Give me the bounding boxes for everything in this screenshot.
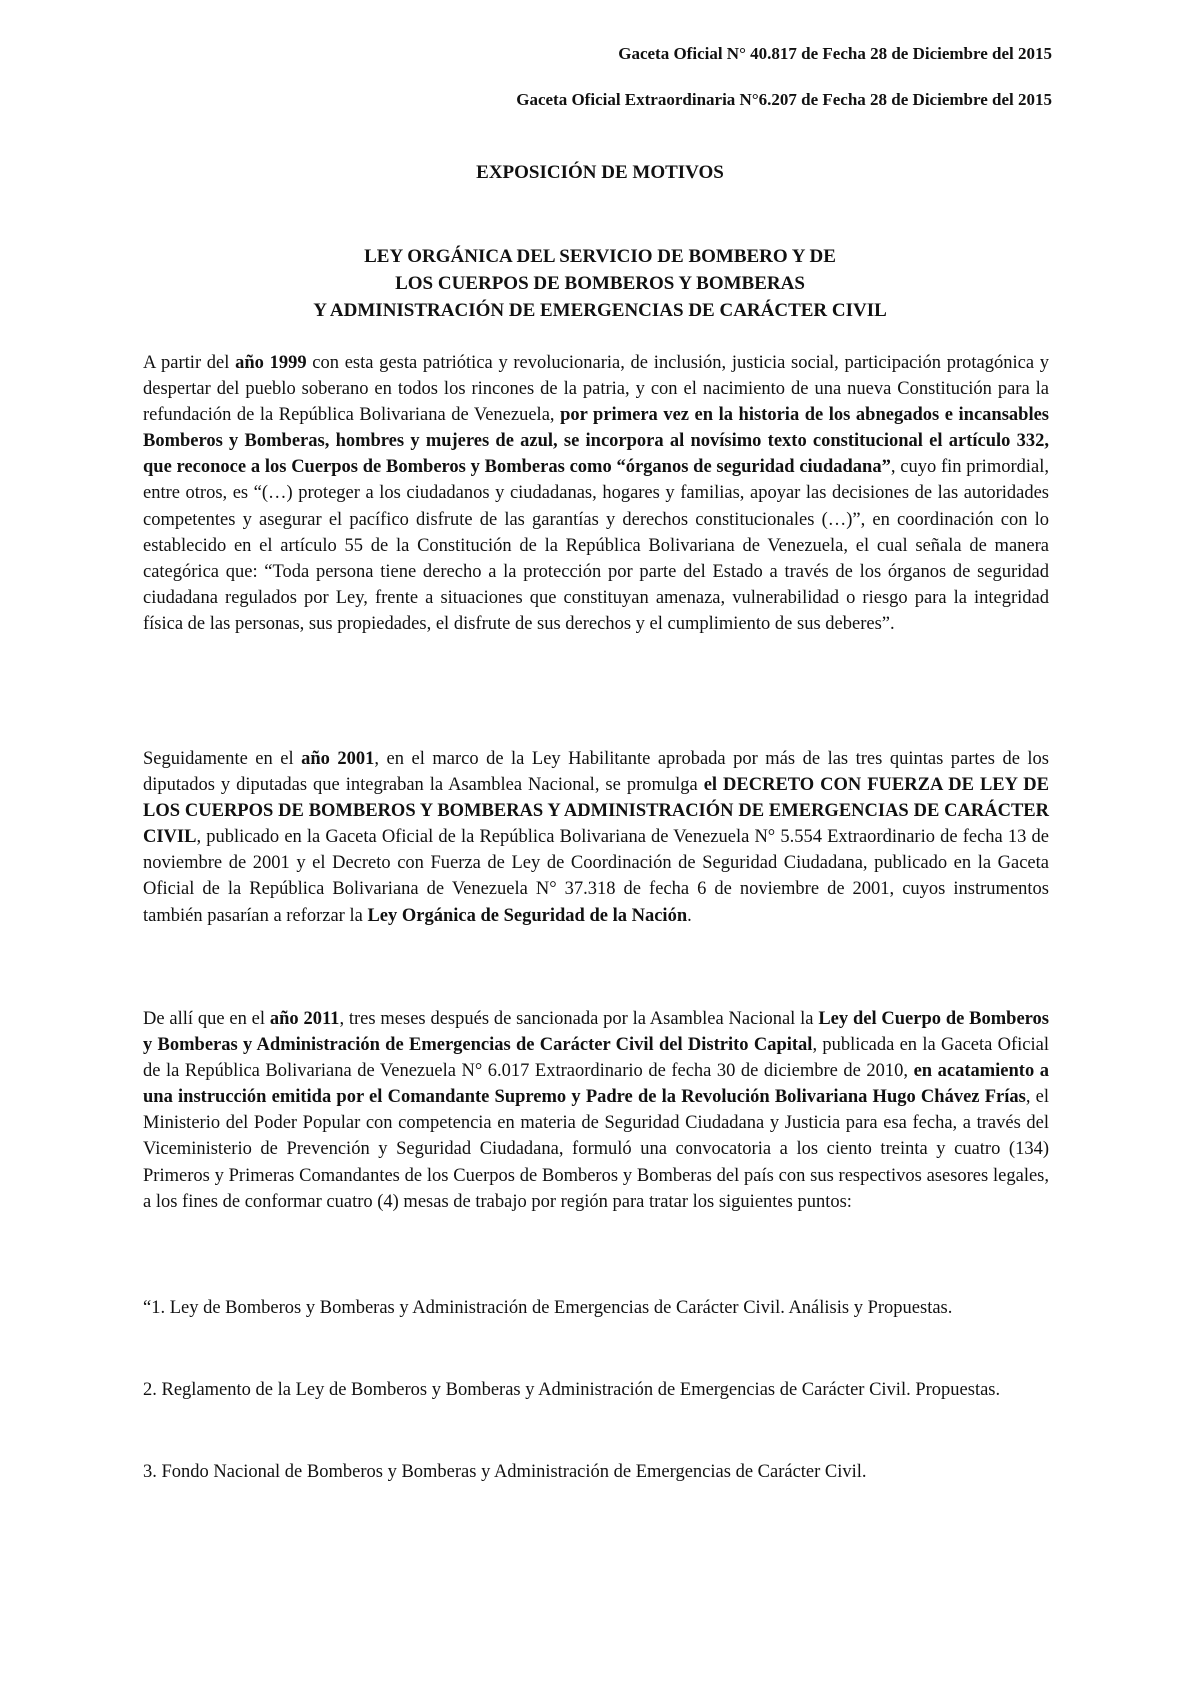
- text-run: A partir del: [143, 353, 236, 373]
- bold-run: Ley del Cuerpo de Bomberos y Bomberas y Administración de Emergencias de Carácter Civil del Distrito Capital: [143, 1009, 1049, 1056]
- bold-run: año 2001: [301, 749, 375, 769]
- list-item-text: 2. Reglamento de la Ley de Bomberos y Bomberas y Administración de Emergencias de Carácter Civil. Propuestas.: [143, 1380, 1001, 1400]
- list-item: [143, 1295, 1049, 1321]
- list-item-text: 3. Fondo Nacional de Bomberos y Bomberas y Administración de Emergencias de Carácter Civil.: [143, 1462, 867, 1482]
- text-run: , publicado en la Gaceta Oficial de la República Bolivariana de Venezuela N° 5.554 Extraordinario de fecha 13 de noviembre de 2001 y el Decreto con Fuerza de Ley de Coordinación de Seguridad Ciudadana, publicado en la Gaceta Oficial de la República Bolivariana de Venezuela N° 37.318 de fecha 6 de noviembre de 2001, cuyos instrumentos también pasarían a reforzar la: [143, 827, 1049, 926]
- bold-run: año 1999: [235, 353, 307, 373]
- text-run: De allí que en el: [143, 1009, 270, 1029]
- text-run: con esta gesta patriótica y revolucionaria, de inclusión, justicia social, participación protagónica y despertar del pueblo soberano en todos los rincones de la patria, y con el nacimiento de una nueva Constitución para la refundación de la República Bolivariana de Venezuela,: [143, 353, 1050, 426]
- text-run: , el Ministerio del Poder Popular con competencia en materia de Seguridad Ciudadana y Justicia para esa fecha, a través del Viceministerio de Prevención y Seguridad Ciudadana, formuló una convocatoria a los ciento treinta y cuatro (134) Primeros y Primeras Comandantes de los Cuerpos de Bomberos y Bomberas del país con sus respectivos asesores legales, a los fines de conformar cuatro (4) mesas de trabajo por región para tratar los siguientes puntos:: [143, 1087, 1049, 1212]
- bold-run: el DECRETO CON FUERZA DE LEY DE LOS CUERPOS DE BOMBEROS Y BOMBERAS Y ADMINISTRACIÓN DE EMERGENCIAS DE CARÁCTER CIVIL: [143, 775, 1049, 848]
- text-run: , cuyo fin primordial, entre otros, es “(…) proteger a los ciudadanos y ciudadanas, hogares y familias, apoyar las decisiones de las autoridades competentes y asegurar el pacífico disfrute de las garantías y derechos constitucionales (…)”, en coordinación con lo establecido en el artículo 55 de la Constitución de la República Bolivariana de Venezuela, el cual señala de manera categórica que: “Toda persona tiene derecho a la protección por parte del Estado a través de los órganos de seguridad ciudadana regulados por Ley, frente a situaciones que constituyan amenaza, vulnerabilidad o riesgo para la integridad física de las personas, sus propiedades, el disfrute de sus derechos y el cumplimiento de sus deberes”.: [143, 457, 1049, 634]
- text-run: , tres meses después de sancionada por la Asamblea Nacional la: [339, 1009, 819, 1029]
- law-title-line-3: Y ADMINISTRACIÓN DE EMERGENCIAS DE CARÁCTER CIVIL: [313, 300, 887, 321]
- law-title-line-1: LEY ORGÁNICA DEL SERVICIO DE BOMBERO Y DE: [364, 246, 836, 267]
- bold-run: en acatamiento a una instrucción emitida por el Comandante Supremo y Padre de la Revolución Bolivariana Hugo Chávez Frías: [143, 1061, 1049, 1108]
- gazette-reference-1: Gaceta Oficial N° 40.817 de Fecha 28 de Diciembre del 2015: [618, 44, 1052, 63]
- paragraph-3: [143, 1006, 1049, 1215]
- paragraph-1: [143, 350, 1049, 637]
- list-item: [143, 1459, 1049, 1485]
- bold-run: Ley Orgánica de Seguridad de la Nación: [367, 905, 688, 926]
- paragraph-2: [143, 746, 1049, 929]
- text-run: , en el marco de la Ley Habilitante aprobada por más de las tres quintas partes de los diputados y diputadas que integraban la Asamblea Nacional, se promulga: [143, 749, 1049, 796]
- gazette-reference-2: Gaceta Oficial Extraordinaria N°6.207 de Fecha 28 de Diciembre del 2015: [516, 90, 1052, 109]
- text-run: , publicada en la Gaceta Oficial de la República Bolivariana de Venezuela N° 6.017 Extraordinario de fecha 30 de diciembre de 2010,: [143, 1035, 1049, 1082]
- section-title: EXPOSICIÓN DE MOTIVOS: [476, 162, 724, 183]
- bold-run: por primera vez en la historia de los abnegados e incansables Bomberos y Bomberas, hombres y mujeres de azul, se incorpora al novísimo texto constitucional el artículo 332, que reconoce a los Cuerpos de Bomberos y Bomberas como “órganos de seguridad ciudadana”: [143, 405, 1049, 478]
- law-title-line-2: LOS CUERPOS DE BOMBEROS Y BOMBERAS: [395, 273, 805, 294]
- text-run: .: [687, 905, 692, 926]
- text-run: Seguidamente en el: [143, 749, 302, 769]
- bold-run: año 2011: [269, 1009, 340, 1029]
- list-item-text: “1. Ley de Bomberos y Bomberas y Administración de Emergencias de Carácter Civil. Análisis y Propuestas.: [143, 1298, 953, 1318]
- list-item: [143, 1377, 1049, 1403]
- law-title: [0, 243, 1200, 324]
